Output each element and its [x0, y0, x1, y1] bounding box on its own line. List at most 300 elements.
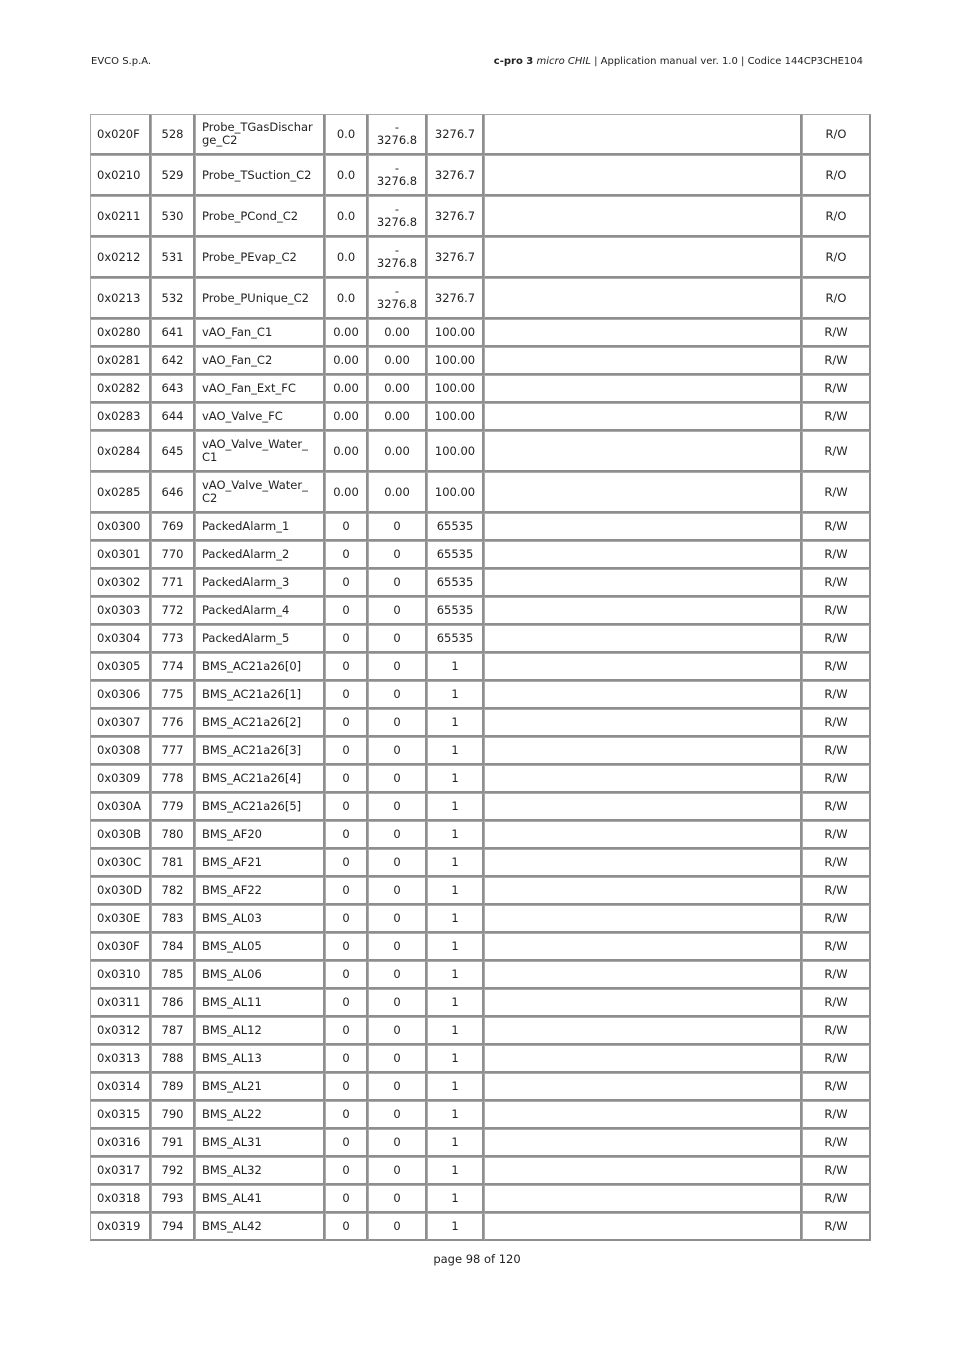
default-value-cell: 0.0	[325, 278, 368, 319]
access-cell: R/W	[802, 989, 871, 1017]
min-value-cell: 0	[368, 681, 427, 709]
table-row	[90, 737, 871, 765]
table-row	[90, 849, 871, 877]
register-dec-cell: 791	[151, 1129, 195, 1157]
min-value-cell: 0	[368, 1073, 427, 1101]
table-row	[90, 541, 871, 569]
min-value-cell: 0	[368, 653, 427, 681]
table-row	[90, 569, 871, 597]
max-value-cell: 100.00	[427, 319, 484, 347]
register-hex-cell: 0x0307	[90, 709, 151, 737]
table-row	[90, 989, 871, 1017]
access-cell: R/W	[802, 1101, 871, 1129]
register-dec-cell: 794	[151, 1213, 195, 1241]
max-value-cell: 1	[427, 1017, 484, 1045]
access-cell: R/W	[802, 1185, 871, 1213]
min-value-cell: - 3276.8	[368, 237, 427, 278]
max-value-cell: 1	[427, 1185, 484, 1213]
description-cell	[484, 1101, 802, 1129]
register-rows	[90, 114, 871, 1241]
register-dec-cell: 771	[151, 569, 195, 597]
register-hex-cell: 0x0213	[90, 278, 151, 319]
register-dec-cell: 792	[151, 1157, 195, 1185]
description-cell	[484, 1045, 802, 1073]
register-dec-cell: 774	[151, 653, 195, 681]
default-value-cell: 0	[325, 1101, 368, 1129]
default-value-cell: 0.00	[325, 472, 368, 513]
min-value-cell: 0	[368, 793, 427, 821]
min-value-cell: - 3276.8	[368, 114, 427, 155]
register-name-cell: BMS_AL22	[195, 1101, 325, 1129]
default-value-cell: 0	[325, 653, 368, 681]
register-dec-cell: 776	[151, 709, 195, 737]
access-cell: R/W	[802, 709, 871, 737]
default-value-cell: 0	[325, 1045, 368, 1073]
description-cell	[484, 347, 802, 375]
table-row	[90, 933, 871, 961]
register-name-cell: BMS_AL05	[195, 933, 325, 961]
register-name-cell: BMS_AL31	[195, 1129, 325, 1157]
default-value-cell: 0.0	[325, 155, 368, 196]
register-dec-cell: 787	[151, 1017, 195, 1045]
default-value-cell: 0	[325, 765, 368, 793]
default-value-cell: 0	[325, 849, 368, 877]
product-name-bold: c-pro 3	[493, 56, 534, 67]
access-cell: R/O	[802, 237, 871, 278]
register-dec-cell: 784	[151, 933, 195, 961]
max-value-cell: 1	[427, 793, 484, 821]
register-name-cell: vAO_Valve_Water_ C1	[195, 431, 325, 472]
access-cell: R/O	[802, 196, 871, 237]
access-cell: R/O	[802, 114, 871, 155]
register-hex-cell: 0x0212	[90, 237, 151, 278]
min-value-cell: 0	[368, 989, 427, 1017]
register-hex-cell: 0x0304	[90, 625, 151, 653]
access-cell: R/W	[802, 653, 871, 681]
register-name-cell: BMS_AC21a26[0]	[195, 653, 325, 681]
register-name-cell: Probe_TGasDischar ge_C2	[195, 114, 325, 155]
description-cell	[484, 821, 802, 849]
max-value-cell: 1	[427, 1073, 484, 1101]
description-cell	[484, 569, 802, 597]
default-value-cell: 0.0	[325, 114, 368, 155]
register-hex-cell: 0x0211	[90, 196, 151, 237]
register-name-cell: vAO_Valve_FC	[195, 403, 325, 431]
register-name-cell: Probe_PUnique_C2	[195, 278, 325, 319]
register-dec-cell: 643	[151, 375, 195, 403]
register-dec-cell: 785	[151, 961, 195, 989]
table-row	[90, 821, 871, 849]
access-cell: R/W	[802, 347, 871, 375]
description-cell	[484, 905, 802, 933]
register-hex-cell: 0x030D	[90, 877, 151, 905]
max-value-cell: 1	[427, 821, 484, 849]
company-name: EVCO S.p.A.	[91, 56, 152, 67]
register-table	[90, 114, 871, 1241]
default-value-cell: 0	[325, 625, 368, 653]
register-hex-cell: 0x0311	[90, 989, 151, 1017]
register-name-cell: vAO_Valve_Water_ C2	[195, 472, 325, 513]
description-cell	[484, 196, 802, 237]
table-row	[90, 278, 871, 319]
max-value-cell: 3276.7	[427, 114, 484, 155]
default-value-cell: 0	[325, 737, 368, 765]
default-value-cell: 0	[325, 905, 368, 933]
min-value-cell: 0	[368, 821, 427, 849]
min-value-cell: 0	[368, 849, 427, 877]
default-value-cell: 0	[325, 877, 368, 905]
register-hex-cell: 0x0210	[90, 155, 151, 196]
max-value-cell: 100.00	[427, 403, 484, 431]
page-number: page 98 of 120	[433, 1252, 521, 1266]
register-hex-cell: 0x0314	[90, 1073, 151, 1101]
register-hex-cell: 0x030A	[90, 793, 151, 821]
register-name-cell: PackedAlarm_2	[195, 541, 325, 569]
default-value-cell: 0	[325, 681, 368, 709]
register-dec-cell: 642	[151, 347, 195, 375]
register-dec-cell: 781	[151, 849, 195, 877]
max-value-cell: 1	[427, 653, 484, 681]
max-value-cell: 3276.7	[427, 196, 484, 237]
register-name-cell: BMS_AL06	[195, 961, 325, 989]
table-row	[90, 347, 871, 375]
default-value-cell: 0.00	[325, 319, 368, 347]
default-value-cell: 0	[325, 821, 368, 849]
access-cell: R/W	[802, 569, 871, 597]
min-value-cell: 0	[368, 905, 427, 933]
table-row	[90, 1213, 871, 1241]
access-cell: R/W	[802, 905, 871, 933]
min-value-cell: 0	[368, 1045, 427, 1073]
register-name-cell: BMS_AL03	[195, 905, 325, 933]
default-value-cell: 0.00	[325, 375, 368, 403]
default-value-cell: 0	[325, 1185, 368, 1213]
min-value-cell: 0	[368, 513, 427, 541]
table-row	[90, 375, 871, 403]
table-row	[90, 1157, 871, 1185]
description-cell	[484, 989, 802, 1017]
register-hex-cell: 0x0282	[90, 375, 151, 403]
min-value-cell: 0.00	[368, 472, 427, 513]
register-hex-cell: 0x030E	[90, 905, 151, 933]
access-cell: R/W	[802, 877, 871, 905]
min-value-cell: 0.00	[368, 403, 427, 431]
description-cell	[484, 877, 802, 905]
default-value-cell: 0	[325, 961, 368, 989]
min-value-cell: 0	[368, 1101, 427, 1129]
max-value-cell: 65535	[427, 569, 484, 597]
access-cell: R/W	[802, 431, 871, 472]
description-cell	[484, 403, 802, 431]
register-name-cell: BMS_AL21	[195, 1073, 325, 1101]
table-row	[90, 625, 871, 653]
description-cell	[484, 961, 802, 989]
max-value-cell: 100.00	[427, 472, 484, 513]
access-cell: R/W	[802, 513, 871, 541]
register-dec-cell: 772	[151, 597, 195, 625]
table-row	[90, 1045, 871, 1073]
description-cell	[484, 472, 802, 513]
max-value-cell: 1	[427, 933, 484, 961]
access-cell: R/W	[802, 541, 871, 569]
table-row	[90, 905, 871, 933]
register-dec-cell: 531	[151, 237, 195, 278]
max-value-cell: 1	[427, 709, 484, 737]
default-value-cell: 0.0	[325, 196, 368, 237]
access-cell: R/W	[802, 849, 871, 877]
min-value-cell: 0	[368, 737, 427, 765]
min-value-cell: 0.00	[368, 319, 427, 347]
min-value-cell: - 3276.8	[368, 155, 427, 196]
register-dec-cell: 773	[151, 625, 195, 653]
register-dec-cell: 783	[151, 905, 195, 933]
access-cell: R/W	[802, 737, 871, 765]
default-value-cell: 0.00	[325, 403, 368, 431]
register-hex-cell: 0x0284	[90, 431, 151, 472]
register-dec-cell: 790	[151, 1101, 195, 1129]
default-value-cell: 0	[325, 933, 368, 961]
register-hex-cell: 0x0317	[90, 1157, 151, 1185]
product-name-italic: micro CHIL	[536, 56, 591, 67]
access-cell: R/W	[802, 375, 871, 403]
table-row	[90, 513, 871, 541]
table-row	[90, 961, 871, 989]
min-value-cell: 0.00	[368, 347, 427, 375]
register-dec-cell: 782	[151, 877, 195, 905]
min-value-cell: 0	[368, 597, 427, 625]
table-row	[90, 403, 871, 431]
access-cell: R/W	[802, 765, 871, 793]
access-cell: R/W	[802, 1157, 871, 1185]
register-dec-cell: 769	[151, 513, 195, 541]
table-row	[90, 431, 871, 472]
default-value-cell: 0	[325, 1213, 368, 1241]
register-name-cell: BMS_AL42	[195, 1213, 325, 1241]
max-value-cell: 1	[427, 1045, 484, 1073]
default-value-cell: 0	[325, 989, 368, 1017]
max-value-cell: 65535	[427, 541, 484, 569]
register-name-cell: BMS_AL12	[195, 1017, 325, 1045]
register-name-cell: Probe_TSuction_C2	[195, 155, 325, 196]
access-cell: R/W	[802, 961, 871, 989]
register-name-cell: vAO_Fan_Ext_FC	[195, 375, 325, 403]
description-cell	[484, 1157, 802, 1185]
description-cell	[484, 513, 802, 541]
max-value-cell: 1	[427, 989, 484, 1017]
register-name-cell: PackedAlarm_1	[195, 513, 325, 541]
register-name-cell: PackedAlarm_5	[195, 625, 325, 653]
register-dec-cell: 530	[151, 196, 195, 237]
register-dec-cell: 788	[151, 1045, 195, 1073]
register-name-cell: BMS_AC21a26[2]	[195, 709, 325, 737]
register-hex-cell: 0x0281	[90, 347, 151, 375]
manual-info: | Application manual ver. 1.0 | Codice 144CP3CHE104	[594, 56, 863, 67]
access-cell: R/W	[802, 403, 871, 431]
min-value-cell: - 3276.8	[368, 278, 427, 319]
register-dec-cell: 641	[151, 319, 195, 347]
register-hex-cell: 0x020F	[90, 114, 151, 155]
min-value-cell: 0	[368, 569, 427, 597]
min-value-cell: 0	[368, 1017, 427, 1045]
table-row	[90, 597, 871, 625]
description-cell	[484, 653, 802, 681]
table-row	[90, 472, 871, 513]
register-name-cell: BMS_AC21a26[5]	[195, 793, 325, 821]
min-value-cell: 0	[368, 1129, 427, 1157]
description-cell	[484, 375, 802, 403]
max-value-cell: 1	[427, 849, 484, 877]
register-hex-cell: 0x030C	[90, 849, 151, 877]
table-row	[90, 237, 871, 278]
min-value-cell: 0	[368, 933, 427, 961]
register-hex-cell: 0x0305	[90, 653, 151, 681]
description-cell	[484, 1073, 802, 1101]
register-name-cell: PackedAlarm_3	[195, 569, 325, 597]
table-row	[90, 709, 871, 737]
register-name-cell: BMS_AF22	[195, 877, 325, 905]
max-value-cell: 100.00	[427, 431, 484, 472]
register-name-cell: BMS_AC21a26[4]	[195, 765, 325, 793]
access-cell: R/W	[802, 793, 871, 821]
table-row	[90, 765, 871, 793]
description-cell	[484, 597, 802, 625]
register-hex-cell: 0x0302	[90, 569, 151, 597]
access-cell: R/W	[802, 821, 871, 849]
access-cell: R/W	[802, 472, 871, 513]
default-value-cell: 0.00	[325, 431, 368, 472]
max-value-cell: 1	[427, 1129, 484, 1157]
description-cell	[484, 849, 802, 877]
description-cell	[484, 1185, 802, 1213]
max-value-cell: 65535	[427, 625, 484, 653]
description-cell	[484, 237, 802, 278]
description-cell	[484, 541, 802, 569]
description-cell	[484, 625, 802, 653]
register-name-cell: vAO_Fan_C1	[195, 319, 325, 347]
table-row	[90, 196, 871, 237]
access-cell: R/W	[802, 1213, 871, 1241]
min-value-cell: - 3276.8	[368, 196, 427, 237]
register-dec-cell: 644	[151, 403, 195, 431]
min-value-cell: 0	[368, 877, 427, 905]
register-name-cell: BMS_AC21a26[1]	[195, 681, 325, 709]
register-hex-cell: 0x0300	[90, 513, 151, 541]
register-hex-cell: 0x0318	[90, 1185, 151, 1213]
access-cell: R/W	[802, 1129, 871, 1157]
register-hex-cell: 0x0303	[90, 597, 151, 625]
min-value-cell: 0	[368, 625, 427, 653]
register-dec-cell: 789	[151, 1073, 195, 1101]
description-cell	[484, 431, 802, 472]
register-hex-cell: 0x0306	[90, 681, 151, 709]
description-cell	[484, 681, 802, 709]
description-cell	[484, 765, 802, 793]
max-value-cell: 65535	[427, 513, 484, 541]
max-value-cell: 1	[427, 877, 484, 905]
register-dec-cell: 777	[151, 737, 195, 765]
max-value-cell: 100.00	[427, 347, 484, 375]
register-hex-cell: 0x0285	[90, 472, 151, 513]
register-name-cell: BMS_AC21a26[3]	[195, 737, 325, 765]
register-dec-cell: 779	[151, 793, 195, 821]
access-cell: R/O	[802, 278, 871, 319]
max-value-cell: 1	[427, 681, 484, 709]
default-value-cell: 0	[325, 569, 368, 597]
min-value-cell: 0	[368, 961, 427, 989]
max-value-cell: 3276.7	[427, 237, 484, 278]
register-name-cell: BMS_AL13	[195, 1045, 325, 1073]
max-value-cell: 1	[427, 905, 484, 933]
min-value-cell: 0	[368, 1213, 427, 1241]
register-hex-cell: 0x0319	[90, 1213, 151, 1241]
default-value-cell: 0	[325, 1157, 368, 1185]
description-cell	[484, 793, 802, 821]
register-hex-cell: 0x0313	[90, 1045, 151, 1073]
max-value-cell: 3276.7	[427, 155, 484, 196]
access-cell: R/W	[802, 319, 871, 347]
default-value-cell: 0	[325, 709, 368, 737]
access-cell: R/W	[802, 933, 871, 961]
table-row	[90, 1129, 871, 1157]
table-row	[90, 653, 871, 681]
access-cell: R/O	[802, 155, 871, 196]
table-row	[90, 1185, 871, 1213]
register-hex-cell: 0x0283	[90, 403, 151, 431]
register-hex-cell: 0x0309	[90, 765, 151, 793]
max-value-cell: 65535	[427, 597, 484, 625]
register-name-cell: BMS_AL41	[195, 1185, 325, 1213]
min-value-cell: 0	[368, 709, 427, 737]
table-row	[90, 319, 871, 347]
access-cell: R/W	[802, 625, 871, 653]
max-value-cell: 3276.7	[427, 278, 484, 319]
register-dec-cell: 528	[151, 114, 195, 155]
table-row	[90, 1017, 871, 1045]
min-value-cell: 0	[368, 541, 427, 569]
max-value-cell: 1	[427, 1101, 484, 1129]
register-name-cell: BMS_AF21	[195, 849, 325, 877]
register-name-cell: BMS_AF20	[195, 821, 325, 849]
min-value-cell: 0.00	[368, 375, 427, 403]
register-dec-cell: 775	[151, 681, 195, 709]
register-dec-cell: 646	[151, 472, 195, 513]
max-value-cell: 1	[427, 737, 484, 765]
default-value-cell: 0.0	[325, 237, 368, 278]
register-name-cell: PackedAlarm_4	[195, 597, 325, 625]
description-cell	[484, 319, 802, 347]
description-cell	[484, 737, 802, 765]
description-cell	[484, 278, 802, 319]
access-cell: R/W	[802, 1017, 871, 1045]
register-name-cell: Probe_PCond_C2	[195, 196, 325, 237]
register-hex-cell: 0x0280	[90, 319, 151, 347]
max-value-cell: 1	[427, 961, 484, 989]
description-cell	[484, 933, 802, 961]
default-value-cell: 0	[325, 1129, 368, 1157]
max-value-cell: 1	[427, 1213, 484, 1241]
min-value-cell: 0	[368, 1185, 427, 1213]
register-dec-cell: 780	[151, 821, 195, 849]
register-hex-cell: 0x0312	[90, 1017, 151, 1045]
min-value-cell: 0.00	[368, 431, 427, 472]
default-value-cell: 0	[325, 1073, 368, 1101]
description-cell	[484, 114, 802, 155]
table-row	[90, 877, 871, 905]
register-hex-cell: 0x030B	[90, 821, 151, 849]
register-dec-cell: 778	[151, 765, 195, 793]
default-value-cell: 0	[325, 597, 368, 625]
register-hex-cell: 0x0310	[90, 961, 151, 989]
